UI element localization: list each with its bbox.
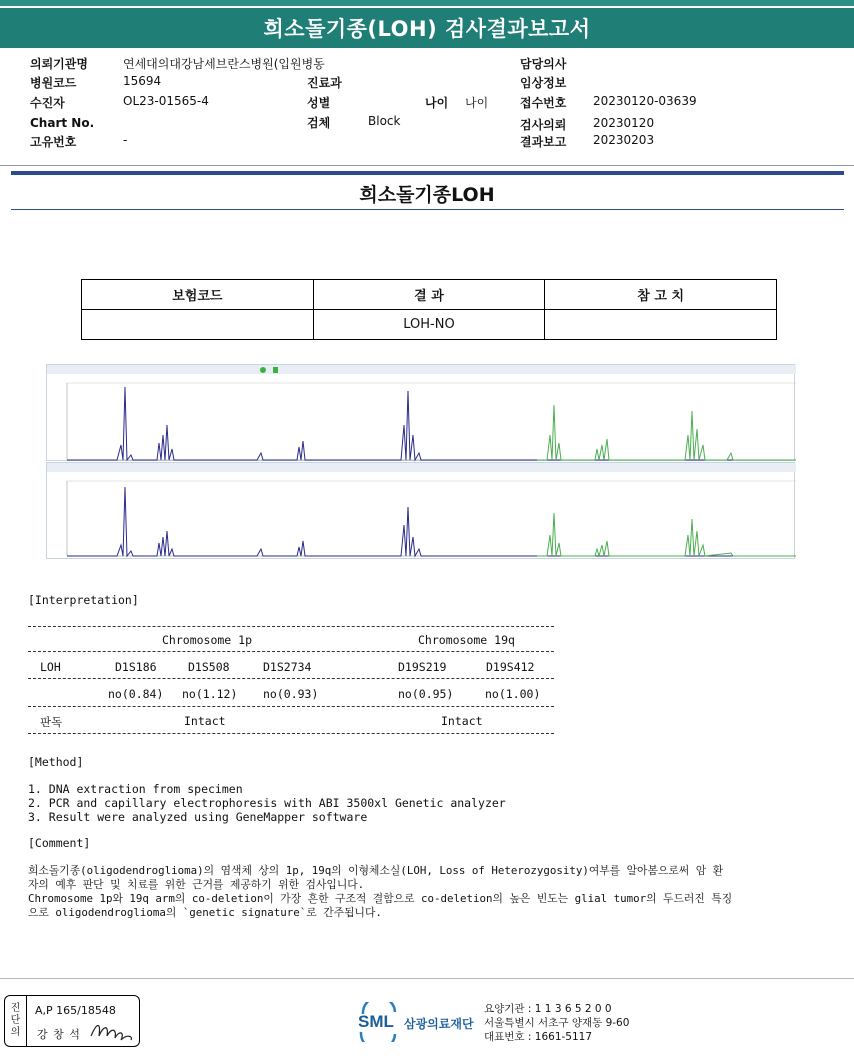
patient-label: 수진자 xyxy=(30,96,65,110)
institution-label: 의뢰기관명 xyxy=(30,57,88,71)
company-logo xyxy=(355,1002,485,1042)
dashed-rule xyxy=(28,678,554,679)
comment-line: 희소돌기종(oligodendroglioma)의 염색체 상의 1p, 19q의 이형체소실(LOH, Loss of Heterozygosity)여부를 알아봄으로써 암 환 xyxy=(28,864,724,877)
org-address: 서울특별시 서초구 양재동 9-60 xyxy=(484,1017,630,1029)
verdict-19q: Intact xyxy=(441,714,483,728)
footer-divider xyxy=(0,978,854,979)
value-d1s186: no(0.84) xyxy=(108,687,164,701)
value-d1s2734: no(0.93) xyxy=(263,687,319,701)
marker-d1s186: D1S186 xyxy=(115,660,157,674)
comment-line: 자의 예후 판단 및 치료를 위한 근거를 제공하기 위한 검사입니다. xyxy=(28,878,365,891)
method-item: 2. PCR and capillary electrophoresis with ABI 3500xl Genetic analyzer xyxy=(28,796,506,810)
dashed-rule xyxy=(28,733,554,734)
chart-no-label: Chart No. xyxy=(30,116,95,130)
table-header-row xyxy=(82,280,777,310)
verdict-label: 판독 xyxy=(40,715,63,729)
specimen-label: 검체 xyxy=(307,116,331,130)
report-date-value: 20230203 xyxy=(593,133,655,147)
comment-heading: [Comment] xyxy=(28,836,91,850)
request-date-label: 검사의뢰 xyxy=(520,118,567,132)
org-name: 삼광의료재단 xyxy=(404,1017,474,1031)
doctor-stamp xyxy=(4,995,140,1047)
result-header: 결 과 xyxy=(313,280,545,310)
interpretation-heading: [Interpretation] xyxy=(28,593,139,607)
insurance-code-header: 보험코드 xyxy=(82,280,314,310)
stamp-char: 의 xyxy=(10,1027,21,1038)
request-date-value: 20230120 xyxy=(593,116,655,130)
dept-label: 진료과 xyxy=(307,76,342,90)
receipt-no-label: 접수번호 xyxy=(520,96,567,110)
verdict-1p: Intact xyxy=(184,714,226,728)
report-title: 희소돌기종(LOH) 검사결과보고서 xyxy=(0,8,854,48)
unique-no-label: 고유번호 xyxy=(30,135,77,149)
electropherogram-image xyxy=(46,364,795,559)
dashed-rule xyxy=(28,651,554,652)
age-value: 나이 xyxy=(465,96,489,110)
section-title: 희소돌기종LOH xyxy=(359,184,495,206)
stamp-vertical-label xyxy=(5,996,27,1046)
top-rule xyxy=(0,0,854,6)
license-number: A,P 165/18548 xyxy=(35,1004,116,1017)
comment-line: Chromosome 1p와 19q arm의 co-deletion이 가장 흔한 구조적 결함으로 co-deletion의 높은 빈도는 glial tumor의 두드러진 특징 xyxy=(28,892,733,905)
specimen-value: Block xyxy=(368,114,401,128)
method-item: 3. Result were analyzed using GeneMapper software xyxy=(28,810,368,824)
marker-d19s219: D19S219 xyxy=(398,660,447,674)
logo-text: SML xyxy=(358,1012,394,1031)
sex-label: 성별 xyxy=(307,96,331,110)
insurance-code-cell xyxy=(82,310,314,340)
age-label: 나이 xyxy=(425,96,449,110)
chromosome-1p-label: Chromosome 1p xyxy=(162,633,253,647)
report-date-label: 결과보고 xyxy=(520,135,567,149)
patient-info xyxy=(30,55,830,151)
electropherogram-svg-2 xyxy=(47,463,796,560)
unique-no-value: - xyxy=(123,133,128,147)
value-d1s508: no(1.12) xyxy=(182,687,238,701)
reference-header: 참 고 치 xyxy=(545,280,777,310)
institution-value: 연세대의대강남세브란스병원(입원병동 xyxy=(123,57,325,71)
value-d19s219: no(0.95) xyxy=(398,687,454,701)
hospital-code-value: 15694 xyxy=(123,74,162,88)
doctor-label: 담당의사 xyxy=(520,57,567,71)
loh-row-label: LOH xyxy=(40,660,61,674)
dashed-rule xyxy=(28,626,554,627)
comment-line: 으로 oligodendroglioma의 `genetic signature`로 간주됩니다. xyxy=(28,906,382,919)
method-heading: [Method] xyxy=(28,755,84,769)
result-table xyxy=(81,279,777,340)
table-row xyxy=(82,310,777,340)
marker-d1s2734: D1S2734 xyxy=(263,660,312,674)
marker-d19s412: D19S412 xyxy=(486,660,535,674)
method-item: 1. DNA extraction from specimen xyxy=(28,782,243,796)
hospital-code-label: 병원코드 xyxy=(30,76,77,90)
clinical-label: 임상정보 xyxy=(520,76,567,90)
result-cell: LOH-NO xyxy=(313,310,545,340)
chromosome-19q-label: Chromosome 19q xyxy=(418,633,515,647)
signature-icon xyxy=(87,1018,137,1044)
electropherogram-svg-1 xyxy=(47,365,796,462)
reference-cell xyxy=(545,310,777,340)
doctor-name: 강 창 석 xyxy=(37,1028,81,1041)
stamp-char: 진 xyxy=(10,1003,21,1014)
org-address-block xyxy=(484,1002,629,1044)
receipt-no-value: 20230120-03639 xyxy=(593,94,697,108)
section-rule-top xyxy=(11,171,844,175)
stamp-char: 단 xyxy=(10,1015,21,1026)
org-phone: 대표번호 : 1661-5117 xyxy=(484,1031,593,1043)
dashed-rule xyxy=(28,706,554,707)
electropherogram-panel-normal xyxy=(46,462,795,559)
org-code: 요양기관 : 1 1 3 6 5 2 0 0 xyxy=(484,1003,612,1015)
patient-value: OL23-01565-4 xyxy=(123,94,209,108)
value-d19s412: no(1.00) xyxy=(485,687,541,701)
divider xyxy=(0,165,854,166)
electropherogram-panel-tumor xyxy=(46,364,795,461)
marker-d1s508: D1S508 xyxy=(188,660,230,674)
section-rule-bottom xyxy=(11,209,844,210)
